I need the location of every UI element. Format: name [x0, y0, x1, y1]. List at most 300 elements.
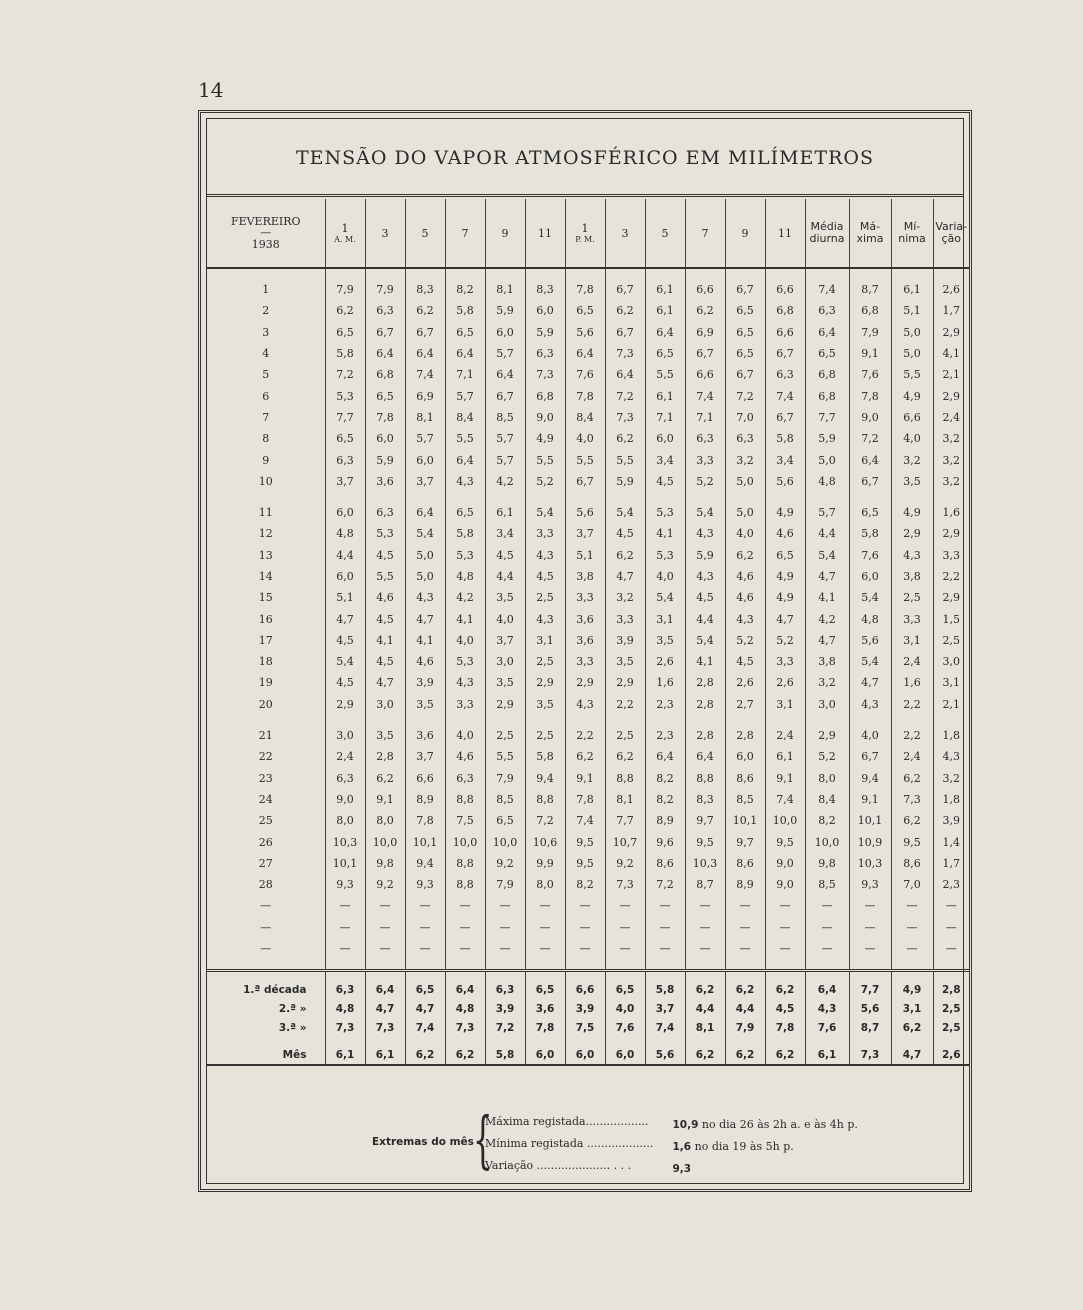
table-cell: 3,5 [485, 587, 525, 608]
spacer-cell [365, 268, 405, 279]
hour-header-6 [565, 199, 605, 268]
table-cell: — [765, 895, 805, 916]
table-row [207, 566, 969, 587]
table-cell: 5,2 [805, 746, 849, 767]
table-cell: 7,3 [365, 1018, 405, 1037]
table-cell: 3,7 [645, 999, 685, 1018]
table-cell: 6,5 [725, 343, 765, 364]
row-label: 27 [258, 856, 273, 870]
table-cell: 1,7 [933, 853, 969, 874]
table-cell: 3,2 [933, 471, 969, 492]
table-cell: 7,8 [365, 407, 405, 428]
table-cell: 6,2 [891, 768, 933, 789]
table-cell: — [565, 938, 605, 959]
row-label: 12 [258, 527, 273, 541]
spacer-cell [849, 715, 891, 725]
table-cell: 3,3 [605, 608, 645, 629]
hour-header-10 [725, 199, 765, 268]
table-row [207, 364, 969, 385]
table-cell: 6,5 [405, 980, 445, 999]
spacer-cell [365, 1037, 405, 1045]
table-cell: 8,2 [445, 279, 485, 300]
table-cell: 9,5 [891, 831, 933, 852]
spacer-cell [405, 715, 445, 725]
stat-header-line: diurna [809, 232, 845, 245]
table-cell: 7,3 [325, 1018, 365, 1037]
table-cell: 5,2 [525, 471, 565, 492]
table-cell: 9,7 [685, 810, 725, 831]
hour-label: 5 [421, 226, 429, 240]
table-cell: 4,4 [805, 523, 849, 544]
table-cell: 6,6 [685, 279, 725, 300]
spacer-cell [849, 1037, 891, 1045]
table-cell: 3,0 [933, 651, 969, 672]
row-label: 28 [258, 878, 273, 892]
table-cell: 7,2 [605, 385, 645, 406]
row-label: 6 [262, 389, 270, 403]
table-cell: 6,0 [849, 566, 891, 587]
table-cell: 2,8 [725, 725, 765, 746]
table-cell: 2,8 [933, 980, 969, 999]
table-cell: 4,8 [805, 471, 849, 492]
month-summary-row [207, 1045, 969, 1065]
table-cell: 9,0 [325, 789, 365, 810]
table-cell: 4,3 [933, 746, 969, 767]
table-cell: 2,9 [805, 725, 849, 746]
table-row [207, 449, 969, 470]
spacer-cell [405, 959, 445, 971]
table-cell: 5,4 [405, 523, 445, 544]
table-cell: 6,5 [445, 322, 485, 343]
title-divider [207, 194, 963, 197]
table-cell: 5,0 [891, 322, 933, 343]
table-cell: 4,7 [405, 999, 445, 1018]
hour-header-2 [405, 199, 445, 268]
table-cell: 5,4 [849, 587, 891, 608]
table-cell: 6,2 [765, 980, 805, 999]
table-cell: 3,9 [605, 630, 645, 651]
table-cell: 4,0 [605, 999, 645, 1018]
row-label: 25 [258, 814, 273, 828]
table-cell: 3,2 [933, 428, 969, 449]
spacer-cell [485, 959, 525, 971]
table-cell: 6,3 [525, 343, 565, 364]
brace-icon: { [472, 1103, 493, 1176]
table-cell: 4,5 [525, 566, 565, 587]
table-cell: 2,9 [933, 322, 969, 343]
table-cell: — [765, 938, 805, 959]
table-cell: 4,7 [605, 566, 645, 587]
table-cell: 3,3 [685, 449, 725, 470]
table-cell: 3,1 [525, 630, 565, 651]
table-cell: 6,7 [565, 471, 605, 492]
table-cell: — [891, 938, 933, 959]
table-cell: 3,2 [891, 449, 933, 470]
table-cell: 6,5 [605, 980, 645, 999]
table-cell: 9,5 [765, 831, 805, 852]
table-cell: 6,6 [765, 279, 805, 300]
hour-header-5 [525, 199, 565, 268]
table-cell: 8,0 [805, 768, 849, 789]
decade-summary-row [207, 999, 969, 1018]
spacer-cell [933, 268, 969, 279]
table-cell: 7,8 [565, 385, 605, 406]
table-cell: — [933, 917, 969, 938]
row-label: 21 [258, 729, 273, 743]
table-cell: 2,2 [891, 694, 933, 715]
table-cell: 6,0 [605, 1045, 645, 1065]
table-row [207, 587, 969, 608]
table-row [207, 725, 969, 746]
decade-summary-row [207, 1018, 969, 1037]
table-cell: 6,2 [765, 1045, 805, 1065]
spacer-cell [485, 1037, 525, 1045]
table-cell: 8,4 [445, 407, 485, 428]
table-cell: 4,7 [365, 999, 405, 1018]
table-cell: 8,1 [485, 279, 525, 300]
table-cell: 4,7 [849, 672, 891, 693]
table-cell: 5,9 [605, 471, 645, 492]
table-cell: 5,4 [645, 587, 685, 608]
table-cell: 2,9 [325, 694, 365, 715]
table-cell: 2,2 [605, 694, 645, 715]
spacer-cell [685, 959, 725, 971]
table-cell: 6,2 [725, 980, 765, 999]
table-row [207, 831, 969, 852]
spacer-cell [933, 1037, 969, 1045]
table-cell: 7,8 [765, 1018, 805, 1037]
table-cell: 6,4 [565, 343, 605, 364]
table-cell: 6,0 [325, 502, 365, 523]
table-cell: 3,3 [445, 694, 485, 715]
table-cell: 5,4 [685, 630, 725, 651]
table-row [207, 502, 969, 523]
table-cell: — [891, 895, 933, 916]
table-cell: 6,0 [485, 322, 525, 343]
table-cell: 1,4 [933, 831, 969, 852]
hour-header-4 [485, 199, 525, 268]
table-cell: 10,7 [605, 831, 645, 852]
table-cell: 1,6 [933, 502, 969, 523]
table-cell: 8,2 [565, 874, 605, 895]
table-row [207, 694, 969, 715]
table-cell: 6,0 [325, 566, 365, 587]
table-cell: 5,8 [445, 300, 485, 321]
table-cell: 1,7 [933, 300, 969, 321]
table-cell: 8,7 [849, 1018, 891, 1037]
table-cell: 3,8 [805, 651, 849, 672]
spacer-cell [525, 715, 565, 725]
hour-header-8 [645, 199, 685, 268]
table-cell: 6,1 [645, 300, 685, 321]
row-label: 1 [262, 283, 270, 297]
table-cell: 9,4 [525, 768, 565, 789]
table-cell: 10,1 [725, 810, 765, 831]
spacer-cell [645, 715, 685, 725]
table-cell: 5,0 [725, 471, 765, 492]
spacer-cell [933, 492, 969, 502]
table-cell: 7,9 [725, 1018, 765, 1037]
table-cell: 6,0 [525, 300, 565, 321]
spacer-cell [485, 715, 525, 725]
table-row [207, 407, 969, 428]
table-cell: 5,5 [565, 449, 605, 470]
table-cell: 3,0 [365, 694, 405, 715]
table-cell: 6,2 [565, 746, 605, 767]
table-cell: 7,4 [645, 1018, 685, 1037]
row-label: 5 [262, 368, 270, 382]
table-cell: 5,6 [565, 502, 605, 523]
table-cell: 2,9 [565, 672, 605, 693]
table-cell: 1,5 [933, 608, 969, 629]
hour-label: 3 [381, 226, 389, 240]
table-cell: 4,6 [725, 566, 765, 587]
spacer-cell [605, 268, 645, 279]
table-cell: 4,3 [445, 471, 485, 492]
table-cell: 3,9 [933, 810, 969, 831]
table-cell: — [605, 895, 645, 916]
table-cell: 9,1 [849, 343, 891, 364]
table-cell: 7,3 [891, 789, 933, 810]
table-cell: — [485, 895, 525, 916]
table-cell: 9,8 [805, 853, 849, 874]
table-cell: 5,5 [365, 566, 405, 587]
table-cell: 2,7 [725, 694, 765, 715]
table-cell: 1,6 [645, 672, 685, 693]
table-cell: 5,5 [485, 746, 525, 767]
hour-header-9 [685, 199, 725, 268]
hour-label: 3 [621, 226, 629, 240]
spacer-cell [445, 268, 485, 279]
table-cell: 2,5 [933, 630, 969, 651]
spacer-cell [605, 971, 645, 981]
table-cell: 8,1 [405, 407, 445, 428]
spacer-cell [805, 268, 849, 279]
table-cell: — [765, 917, 805, 938]
table-cell: 9,2 [485, 853, 525, 874]
table-cell: 6,4 [605, 364, 645, 385]
table-cell: 6,7 [485, 385, 525, 406]
table-cell: 3,5 [365, 725, 405, 746]
table-cell: 5,0 [725, 502, 765, 523]
table-cell: — [525, 938, 565, 959]
spacer-cell [891, 959, 933, 971]
table-cell: 6,4 [365, 343, 405, 364]
table-cell: 5,3 [645, 502, 685, 523]
row-label: 23 [258, 771, 273, 785]
spacer-cell [605, 1037, 645, 1045]
table-cell: 6,4 [645, 746, 685, 767]
row-label: 9 [262, 453, 270, 467]
spacer-cell [365, 971, 405, 981]
table-cell: — [891, 917, 933, 938]
table-cell: 4,5 [485, 545, 525, 566]
table-cell: 7,2 [849, 428, 891, 449]
table-cell: 4,9 [765, 566, 805, 587]
table-cell: 3,3 [933, 545, 969, 566]
table-cell: 10,0 [485, 831, 525, 852]
table-row [207, 768, 969, 789]
table-cell: 5,8 [325, 343, 365, 364]
spacer-cell [207, 1037, 325, 1045]
table-cell: 2,3 [645, 694, 685, 715]
spacer-cell [805, 1037, 849, 1045]
spacer-cell [525, 971, 565, 981]
table-cell: 5,6 [645, 1045, 685, 1065]
hour-header-3 [445, 199, 485, 268]
row-label: 2 [262, 304, 270, 318]
spacer-cell [645, 1037, 685, 1045]
stat-header-line: ção [941, 232, 962, 245]
table-cell: 7,3 [849, 1045, 891, 1065]
table-row [207, 322, 969, 343]
table-cell: 3,7 [485, 630, 525, 651]
spacer-cell [685, 971, 725, 981]
table-cell: 4,3 [725, 608, 765, 629]
table-cell: 7,2 [725, 385, 765, 406]
spacer-cell [365, 959, 405, 971]
table-cell: 9,9 [525, 853, 565, 874]
table-cell: 6,2 [891, 1018, 933, 1037]
table-row [207, 789, 969, 810]
table-cell: 3,4 [485, 523, 525, 544]
table-cell: 6,0 [365, 428, 405, 449]
table-cell: — [525, 895, 565, 916]
table-cell: 3,8 [565, 566, 605, 587]
table-cell: 9,6 [645, 831, 685, 852]
spacer-cell [849, 971, 891, 981]
month-label: FEVEREIRO [230, 215, 301, 228]
table-cell: 7,6 [849, 364, 891, 385]
table-cell: 5,7 [485, 449, 525, 470]
table-cell: 7,6 [849, 545, 891, 566]
table-cell: 2,8 [685, 725, 725, 746]
table-cell: 6,3 [365, 502, 405, 523]
table-cell: 8,8 [605, 768, 645, 789]
spacer-cell [207, 715, 325, 725]
row-label: 7 [262, 410, 270, 424]
table-row [207, 917, 969, 938]
row-label: 16 [258, 612, 273, 626]
table-cell: 7,8 [565, 789, 605, 810]
table-cell: 6,7 [765, 407, 805, 428]
table-cell: 7,0 [891, 874, 933, 895]
table-row [207, 471, 969, 492]
table-cell: 6,3 [725, 428, 765, 449]
table-cell: 8,6 [645, 853, 685, 874]
table-cell: 9,0 [765, 874, 805, 895]
table-cell: 4,7 [405, 608, 445, 629]
table-cell: 8,1 [605, 789, 645, 810]
table-cell: 5,2 [685, 471, 725, 492]
extremas-label: Extremas do mês [372, 1136, 474, 1148]
table-cell: 5,6 [849, 999, 891, 1018]
table-cell: — [805, 917, 849, 938]
spacer-cell [445, 971, 485, 981]
table-cell: 7,3 [605, 407, 645, 428]
table-cell: 2,5 [933, 999, 969, 1018]
table-cell: 5,8 [849, 523, 891, 544]
table-cell: 5,4 [605, 502, 645, 523]
spacer-cell [605, 492, 645, 502]
table-cell: 6,4 [445, 343, 485, 364]
table-cell: 9,5 [565, 853, 605, 874]
table-cell: 6,1 [891, 279, 933, 300]
table-cell: 2,6 [933, 279, 969, 300]
spacer-cell [765, 715, 805, 725]
spacer-cell [405, 268, 445, 279]
row-label: 20 [258, 697, 273, 711]
table-cell: 3,3 [565, 651, 605, 672]
table-cell: — [485, 917, 525, 938]
table-cell: — [565, 917, 605, 938]
table-cell: 7,0 [725, 407, 765, 428]
table-cell: 6,2 [365, 768, 405, 789]
table-cell: 4,1 [445, 608, 485, 629]
table-cell: 7,7 [605, 810, 645, 831]
table-cell: 7,8 [405, 810, 445, 831]
table-cell: 1,8 [933, 789, 969, 810]
table-cell: 3,3 [565, 587, 605, 608]
spacer-cell [765, 1037, 805, 1045]
table-row [207, 428, 969, 449]
table-cell: 6,6 [765, 322, 805, 343]
table-cell: 6,3 [325, 768, 365, 789]
table-cell: 9,1 [365, 789, 405, 810]
table-cell: 2,5 [891, 587, 933, 608]
table-cell: 3,7 [325, 471, 365, 492]
table-cell: 6,4 [849, 449, 891, 470]
table-cell: — [605, 917, 645, 938]
table-cell: — [805, 938, 849, 959]
spacer-cell [405, 492, 445, 502]
table-cell: 3,5 [645, 630, 685, 651]
table-cell: 3,2 [933, 449, 969, 470]
spacer-cell [525, 492, 565, 502]
table-cell: 4,5 [725, 651, 765, 672]
table-cell: 3,5 [525, 694, 565, 715]
table-cell: 4,0 [445, 725, 485, 746]
stat-header-line: Média [810, 220, 844, 233]
table-cell: 6,3 [805, 300, 849, 321]
table-cell: 4,4 [725, 999, 765, 1018]
spacer-cell [805, 971, 849, 981]
table-cell: 4,0 [725, 523, 765, 544]
table-cell: 9,5 [565, 831, 605, 852]
table-cell: 6,9 [685, 322, 725, 343]
table-cell: 4,1 [405, 630, 445, 651]
hour-sublabel: A. M. [334, 235, 356, 244]
year-label: 1938 [251, 238, 280, 251]
extremas-max-value: 10,9 [672, 1119, 699, 1131]
table-cell: 6,5 [525, 980, 565, 999]
spacer-row [207, 492, 969, 502]
spacer-cell [685, 715, 725, 725]
table-cell: 6,1 [645, 279, 685, 300]
table-cell: 2,9 [605, 672, 645, 693]
table-row [207, 853, 969, 874]
table-cell: 6,1 [765, 746, 805, 767]
table-cell: 8,5 [725, 789, 765, 810]
table-cell: 4,7 [805, 566, 849, 587]
table-cell: 4,6 [725, 587, 765, 608]
table-cell: 5,8 [645, 980, 685, 999]
table-cell: 6,3 [445, 768, 485, 789]
spacer-cell [725, 492, 765, 502]
table-row [207, 279, 969, 300]
table-row [207, 874, 969, 895]
spacer-cell [445, 1037, 485, 1045]
